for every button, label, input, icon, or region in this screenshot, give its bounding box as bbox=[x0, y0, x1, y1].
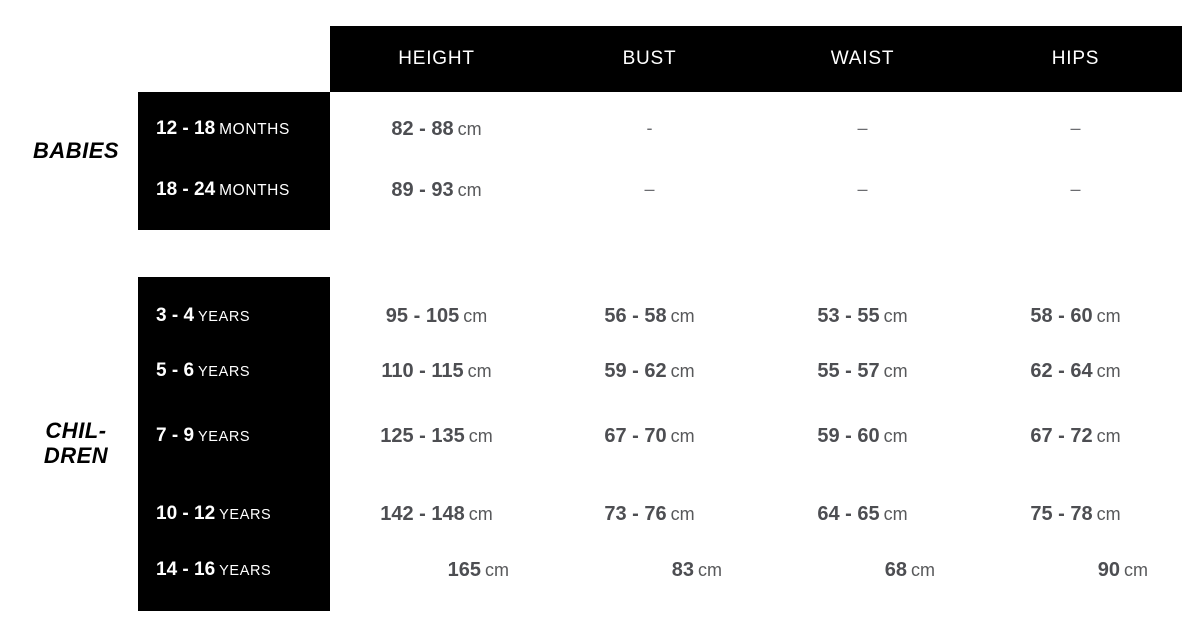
cell-waist-value: 64 - 65 bbox=[817, 502, 880, 525]
cell-hips bbox=[969, 360, 1182, 383]
row-size-unit: YEARS bbox=[198, 429, 251, 445]
cell-waist: – bbox=[857, 117, 868, 138]
cell-hips-value: 75 - 78 bbox=[1030, 502, 1093, 525]
cell-hips-unit: cm bbox=[1096, 425, 1121, 446]
table-row bbox=[138, 160, 1182, 220]
cell-bust-value: 73 - 76 bbox=[604, 502, 667, 525]
cell-bust bbox=[543, 559, 756, 582]
cell-bust-unit: cm bbox=[670, 503, 695, 524]
cell-waist bbox=[756, 425, 969, 448]
cell-height bbox=[330, 425, 543, 448]
cell-waist-unit: cm bbox=[883, 360, 908, 381]
cell-height bbox=[330, 503, 543, 526]
row-size-unit: YEARS bbox=[219, 563, 272, 579]
cell-waist-unit: cm bbox=[911, 559, 935, 580]
cell-waist-unit: cm bbox=[883, 305, 908, 326]
row-size-unit: YEARS bbox=[198, 309, 251, 325]
cell-waist bbox=[756, 360, 969, 383]
row-size-range: 7 - 9 bbox=[156, 425, 195, 446]
cell-hips: – bbox=[1070, 117, 1081, 138]
cell-waist bbox=[756, 305, 969, 328]
cell-waist-unit: cm bbox=[883, 425, 908, 446]
cell-hips bbox=[969, 503, 1182, 526]
cell-height-unit: cm bbox=[457, 118, 482, 139]
cell-bust: - bbox=[646, 117, 653, 138]
cell-height-value: 110 - 115 bbox=[381, 359, 464, 382]
column-header-height: HEIGHT bbox=[398, 48, 475, 69]
cell-waist: – bbox=[857, 178, 868, 199]
group-label-children-line2: DREN bbox=[43, 442, 109, 468]
cell-waist-unit: cm bbox=[883, 503, 908, 524]
row-size-range: 10 - 12 bbox=[156, 503, 216, 524]
row-size-label bbox=[138, 360, 330, 382]
group-label-children-line1: CHIL- bbox=[45, 418, 107, 443]
cell-hips: – bbox=[1070, 178, 1081, 199]
cell-height-unit: cm bbox=[468, 503, 493, 524]
cell-hips-unit: cm bbox=[1096, 503, 1121, 524]
row-size-label bbox=[138, 118, 330, 140]
cell-waist bbox=[756, 503, 969, 526]
group-label-children bbox=[16, 419, 136, 468]
group-label-babies: BABIES bbox=[32, 138, 120, 163]
cell-height bbox=[330, 118, 543, 141]
row-size-range: 18 - 24 bbox=[156, 179, 216, 200]
cell-bust bbox=[543, 425, 756, 448]
row-size-label bbox=[138, 559, 330, 581]
row-size-unit: YEARS bbox=[198, 364, 251, 380]
cell-bust-value: 56 - 58 bbox=[604, 304, 667, 327]
cell-bust-value: 67 - 70 bbox=[604, 424, 667, 447]
table-row bbox=[138, 406, 1182, 466]
cell-bust bbox=[543, 360, 756, 383]
cell-height bbox=[330, 559, 543, 582]
cell-waist-value: 59 - 60 bbox=[817, 424, 880, 447]
cell-height bbox=[330, 179, 543, 202]
table-row bbox=[138, 540, 1182, 600]
cell-bust bbox=[543, 503, 756, 526]
table-row bbox=[138, 484, 1182, 544]
cell-height-unit: cm bbox=[463, 305, 488, 326]
cell-waist-value: 55 - 57 bbox=[817, 359, 880, 382]
cell-bust-value: 83 bbox=[671, 558, 694, 581]
cell-height-unit: cm bbox=[457, 179, 482, 200]
row-size-label bbox=[138, 305, 330, 327]
cell-hips bbox=[969, 305, 1182, 328]
cell-hips-unit: cm bbox=[1096, 305, 1121, 326]
row-size-range: 12 - 18 bbox=[156, 118, 216, 139]
cell-height bbox=[330, 305, 543, 328]
row-size-range: 5 - 6 bbox=[156, 360, 195, 381]
cell-bust bbox=[543, 305, 756, 328]
table-row bbox=[138, 286, 1182, 346]
table-row bbox=[138, 341, 1182, 401]
cell-hips bbox=[969, 559, 1182, 582]
cell-bust-value: 59 - 62 bbox=[604, 359, 667, 382]
row-size-label bbox=[138, 425, 330, 447]
column-header-bust: BUST bbox=[622, 48, 677, 69]
cell-bust-unit: cm bbox=[670, 425, 695, 446]
cell-waist-value: 68 bbox=[884, 558, 907, 581]
table-header-row bbox=[330, 26, 1182, 92]
cell-height-value: 82 - 88 bbox=[391, 117, 454, 140]
cell-waist bbox=[756, 559, 969, 582]
column-header-hips: HIPS bbox=[1051, 48, 1100, 69]
cell-hips-value: 67 - 72 bbox=[1030, 424, 1093, 447]
column-header-waist: WAIST bbox=[830, 48, 895, 69]
cell-hips-unit: cm bbox=[1096, 360, 1121, 381]
cell-hips-unit: cm bbox=[1124, 559, 1148, 580]
cell-hips-value: 58 - 60 bbox=[1030, 304, 1093, 327]
row-size-range: 14 - 16 bbox=[156, 559, 216, 580]
row-size-range: 3 - 4 bbox=[156, 305, 195, 326]
cell-waist-value: 53 - 55 bbox=[817, 304, 880, 327]
cell-bust: – bbox=[644, 178, 655, 199]
cell-height bbox=[330, 360, 543, 383]
row-size-label bbox=[138, 179, 330, 201]
cell-height-value: 89 - 93 bbox=[391, 178, 454, 201]
row-size-unit: MONTHS bbox=[219, 121, 290, 138]
cell-bust-unit: cm bbox=[670, 305, 695, 326]
cell-bust-unit: cm bbox=[698, 559, 722, 580]
cell-height-value: 165 bbox=[447, 558, 481, 581]
cell-hips-value: 62 - 64 bbox=[1030, 359, 1093, 382]
cell-height-value: 125 - 135 bbox=[380, 424, 465, 447]
cell-height-value: 95 - 105 bbox=[385, 304, 460, 327]
table-row bbox=[138, 99, 1182, 159]
cell-height-unit: cm bbox=[485, 559, 509, 580]
cell-hips-value: 90 bbox=[1097, 558, 1120, 581]
row-size-label bbox=[138, 503, 330, 525]
row-size-unit: MONTHS bbox=[219, 182, 290, 199]
row-size-unit: YEARS bbox=[219, 507, 272, 523]
cell-height-unit: cm bbox=[468, 425, 493, 446]
cell-bust-unit: cm bbox=[670, 360, 695, 381]
cell-hips bbox=[969, 425, 1182, 448]
cell-height-unit: cm bbox=[467, 360, 492, 381]
cell-height-value: 142 - 148 bbox=[380, 502, 465, 525]
